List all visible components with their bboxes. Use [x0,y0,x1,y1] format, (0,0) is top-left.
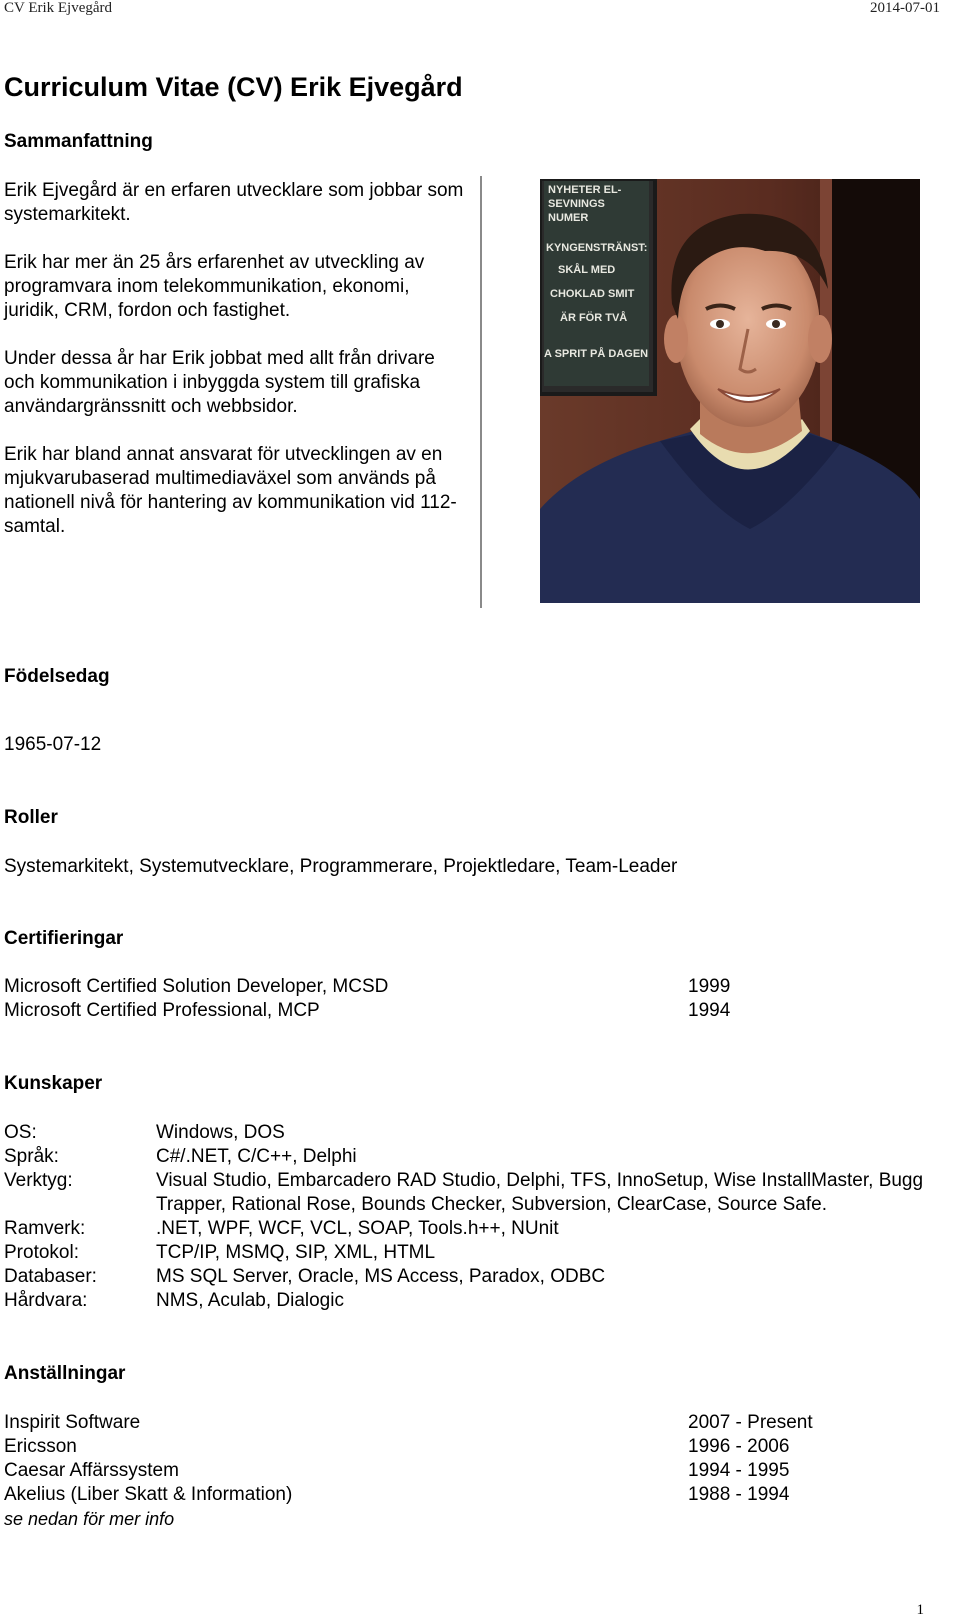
skill-value: Visual Studio, Embarcadero RAD Studio, Delphi, TFS, InnoSetup, Wise InstallMaster, Bugg Trapper, Rational Rose, Bounds Checker, Subversion, ClearCase, Source Safe. [156,1170,924,1215]
divider-line [480,176,482,608]
skill-value: C#/.NET, C/C++, Delphi [156,1146,357,1167]
cert-name: Microsoft Certified Solution Developer, MCSD [4,976,389,997]
chalk-line: KYNGENSTRÄNST: [546,242,648,254]
summary-paragraph: Erik har bland annat ansvarat för utvecklingen av en mjukvarubaserad multimediaväxel som används på nationell nivå för hantering av kommunikation vid 112-samtal. [4,444,457,537]
page-title: Curriculum Vitae (CV) Erik Ejvegård [4,72,463,102]
employment-years: 1988 - 1994 [688,1484,790,1505]
summary-heading: Sammanfattning [4,131,153,152]
employer-name: Caesar Affärssystem [4,1460,179,1481]
chalk-line: ÄR FÖR TVÅ [560,312,628,324]
skill-value: Windows, DOS [156,1122,285,1143]
chalk-line: A SPRIT PÅ DAGEN [544,348,649,360]
skills-heading: Kunskaper [4,1073,103,1094]
certifications-heading: Certifieringar [4,928,124,949]
cert-year: 1999 [688,976,731,997]
skill-value: MS SQL Server, Oracle, MS Access, Paradox, ODBC [156,1266,606,1287]
skill-label: Protokol: [4,1242,79,1263]
skill-value: .NET, WPF, WCF, VCL, SOAP, Tools.h++, NUnit [156,1218,559,1239]
header-date: 2014-07-01 [870,0,940,16]
chalk-line: NUMER [548,212,589,224]
employer-name: Ericsson [4,1436,77,1457]
employer-name: Inspirit Software [4,1412,141,1433]
skill-value: TCP/IP, MSMQ, SIP, XML, HTML [156,1242,436,1263]
header-left: CV Erik Ejvegård [4,0,113,16]
cert-year: 1994 [688,1000,731,1021]
chalk-line: NYHETER EL- [548,184,622,196]
skill-label: Hårdvara: [4,1290,88,1311]
roles-heading: Roller [4,807,58,828]
skill-label: Ramverk: [4,1218,86,1239]
chalk-line: SKÅL MED [558,264,616,276]
chalk-line: SEVNINGS [548,198,605,210]
employment-years: 1996 - 2006 [688,1436,790,1457]
employment-note: se nedan för mer info [4,1509,175,1529]
roles-value: Systemarkitekt, Systemutvecklare, Programmerare, Projektledare, Team-Leader [4,856,678,877]
skill-label: Språk: [4,1146,59,1167]
skill-label: Databaser: [4,1266,97,1287]
employer-name: Akelius (Liber Skatt & Information) [4,1484,293,1505]
cert-name: Microsoft Certified Professional, MCP [4,1000,320,1021]
skill-label: OS: [4,1122,37,1143]
summary-paragraph: Under dessa år har Erik jobbat med allt från drivare och kommunikation i inbyggda system till grafiska användargränssnitt och webbsidor. [4,348,435,417]
skill-label: Verktyg: [4,1170,73,1191]
page-number: 1 [916,1602,924,1618]
summary-paragraph: Erik har mer än 25 års erfarenhet av utveckling av programvara inom telekommunikation, ekonomi, juridik, CRM, fordon och fastighet. [4,252,425,321]
chalk-line: CHOKLAD SMIT [550,288,635,300]
birth-heading: Födelsedag [4,666,110,687]
employment-years: 2007 - Present [688,1412,813,1433]
birth-date: 1965-07-12 [4,734,102,755]
skill-value: NMS, Aculab, Dialogic [156,1290,344,1311]
employment-heading: Anställningar [4,1363,126,1384]
portrait-photo [540,179,920,603]
employment-years: 1994 - 1995 [688,1460,790,1481]
summary-paragraph: Erik Ejvegård är en erfaren utvecklare som jobbar som systemarkitekt. [4,180,464,225]
